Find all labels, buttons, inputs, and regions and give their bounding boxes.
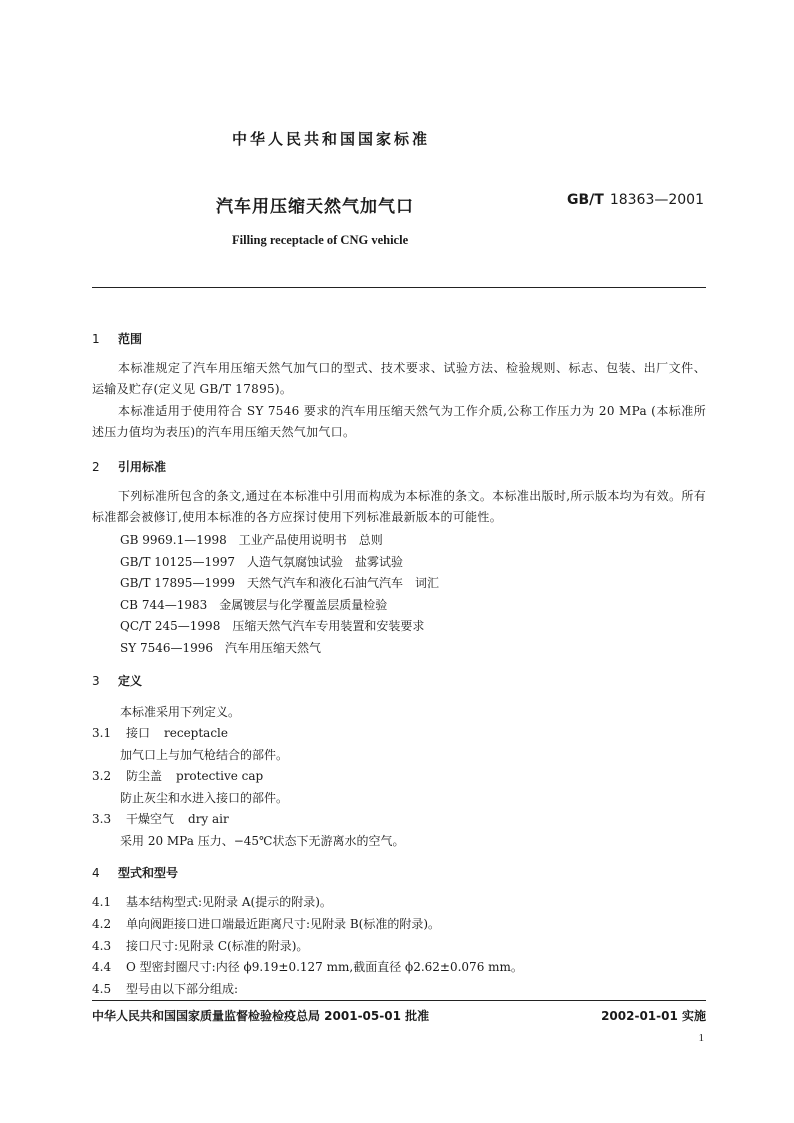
clause-text: 单向阀距接口进口端最近距离尺寸:见附录 B(标准的附录)。 bbox=[126, 917, 441, 931]
clause-number: 4.1 bbox=[92, 895, 112, 909]
section-1-paragraph-1: 本标准规定了汽车用压缩天然气加气口的型式、技术要求、试验方法、检验规则、标志、包装、出厂文件、运输及贮存(定义见 GB/T 17895)。 bbox=[92, 361, 706, 396]
section-title: 引用标准 bbox=[118, 460, 167, 474]
section-3-intro: 本标准采用下列定义。 bbox=[120, 705, 241, 719]
clause-text: 接口尺寸:见附录 C(标准的附录)。 bbox=[126, 939, 309, 953]
reference-code: GB 9969.1—1998 bbox=[120, 533, 227, 547]
clause-text: 型号由以下部分组成: bbox=[126, 982, 239, 996]
section-2-paragraph: 下列标准所包含的条文,通过在本标准中引用而构成为本标准的条文。本标准出版时,所示版本均为有效。所有标准都会被修订,使用本标准的各方应探讨使用下列标准最新版本的可能性。 bbox=[92, 489, 706, 524]
definition-term: 干燥空气 bbox=[126, 812, 175, 826]
footer-divider bbox=[92, 1000, 706, 1001]
section-number: 2 bbox=[92, 460, 100, 474]
definition-description: 防止灰尘和水进入接口的部件。 bbox=[120, 791, 289, 805]
definition-term-en: protective cap bbox=[176, 769, 264, 783]
clause-item bbox=[92, 980, 238, 997]
reference-code: GB/T 17895—1999 bbox=[120, 576, 235, 590]
clause-item bbox=[92, 915, 440, 932]
clause-text: 基本结构型式:见附录 A(提示的附录)。 bbox=[126, 895, 332, 909]
reference-title: 压缩天然气汽车专用装置和安装要求 bbox=[232, 619, 425, 633]
clause-item bbox=[92, 958, 523, 975]
clause-number: 4.5 bbox=[92, 982, 112, 996]
definition-3-1 bbox=[92, 724, 228, 741]
definition-description: 采用 20 MPa 压力、−45℃状态下无游离水的空气。 bbox=[120, 834, 405, 848]
clause-number: 4.4 bbox=[92, 960, 112, 974]
definition-number: 3.1 bbox=[92, 726, 112, 740]
clause-number: 4.3 bbox=[92, 939, 112, 953]
standard-code bbox=[567, 192, 704, 208]
definition-term-en: dry air bbox=[188, 812, 229, 826]
definition-3-2 bbox=[92, 767, 263, 784]
clause-item bbox=[92, 937, 308, 954]
section-4-heading bbox=[92, 864, 178, 881]
reference-item bbox=[120, 617, 424, 634]
reference-title: 人造气氛腐蚀试验 盐雾试验 bbox=[246, 555, 403, 569]
reference-item bbox=[120, 639, 321, 656]
reference-code: QC/T 245—1998 bbox=[120, 619, 221, 633]
section-title: 定义 bbox=[118, 674, 143, 688]
document-title-en: Filling receptacle of CNG vehicle bbox=[232, 233, 409, 247]
section-1-heading bbox=[92, 330, 142, 347]
reference-code: GB/T 10125—1997 bbox=[120, 555, 235, 569]
reference-title: 汽车用压缩天然气 bbox=[225, 641, 322, 655]
section-3-heading bbox=[92, 672, 142, 689]
section-number: 1 bbox=[92, 332, 100, 346]
reference-title: 天然气汽车和液化石油气汽车 词汇 bbox=[246, 576, 439, 590]
implementation-date: 2002-01-01 实施 bbox=[601, 1009, 706, 1023]
header-divider bbox=[92, 287, 706, 288]
definition-term-en: receptacle bbox=[164, 726, 228, 740]
clause-item bbox=[92, 893, 332, 910]
section-title: 范围 bbox=[118, 332, 143, 346]
clause-number: 4.2 bbox=[92, 917, 112, 931]
page-number: 1 bbox=[698, 1032, 704, 1044]
section-number: 3 bbox=[92, 674, 100, 688]
definition-description: 加气口上与加气枪结合的部件。 bbox=[120, 748, 289, 762]
document-title-cn: 汽车用压缩天然气加气口 bbox=[216, 197, 414, 217]
approval-line: 中华人民共和国国家质量监督检验检疫总局 2001-05-01 批准 bbox=[92, 1009, 430, 1023]
clause-text: O 型密封圈尺寸:内径 ϕ9.19±0.127 mm,截面直径 ϕ2.62±0.076 mm。 bbox=[126, 960, 523, 974]
standard-code-number: 18363—2001 bbox=[609, 192, 704, 208]
definition-3-3 bbox=[92, 810, 229, 827]
reference-item bbox=[120, 553, 403, 570]
definition-term: 防尘盖 bbox=[126, 769, 163, 783]
reference-item bbox=[120, 596, 387, 613]
reference-item bbox=[120, 531, 383, 548]
standard-code-prefix: GB/T bbox=[567, 192, 604, 208]
section-2-heading bbox=[92, 458, 166, 475]
definition-number: 3.3 bbox=[92, 812, 112, 826]
standard-title: 中华人民共和国国家标准 bbox=[231, 130, 430, 148]
section-number: 4 bbox=[92, 866, 100, 880]
definition-number: 3.2 bbox=[92, 769, 112, 783]
section-title: 型式和型号 bbox=[118, 866, 179, 880]
reference-item bbox=[120, 574, 439, 591]
definition-term: 接口 bbox=[126, 726, 151, 740]
reference-title: 金属镀层与化学覆盖层质量检验 bbox=[219, 598, 388, 612]
reference-code: SY 7546—1996 bbox=[120, 641, 214, 655]
section-1-paragraph-2: 本标准适用于使用符合 SY 7546 要求的汽车用压缩天然气为工作介质,公称工作压力为 20 MPa (本标准所述压力值均为表压)的汽车用压缩天然气加气口。 bbox=[92, 404, 706, 439]
reference-code: CB 744—1983 bbox=[120, 598, 208, 612]
reference-title: 工业产品使用说明书 总则 bbox=[238, 533, 383, 547]
